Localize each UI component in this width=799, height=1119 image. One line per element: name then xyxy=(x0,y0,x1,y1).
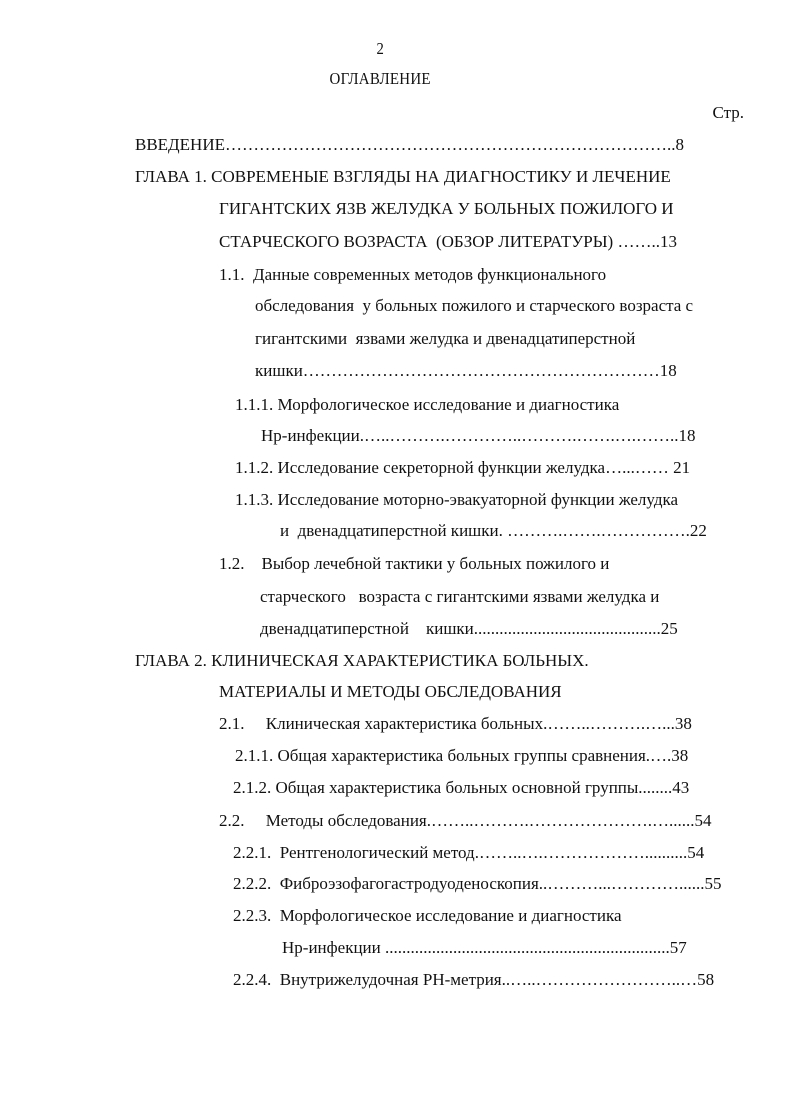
page-column-label: Стр. xyxy=(712,103,744,122)
toc-chapter-1: ГЛАВА 1. СОВРЕМЕНЫЕ ВЗГЛЯДЫ НА ДИАГНОСТИКУ И ЛЕЧЕНИЕ xyxy=(135,167,671,186)
toc-section-2-2-3-cont: Нр-инфекции ...................................................................57 xyxy=(282,938,687,957)
toc-section-1-1-3: 1.1.3. Исследование моторно-эвакуаторной функции желудка xyxy=(235,490,679,509)
toc-section-2-2-2: 2.2.2. Фиброэзофагогастродуоденоскопия..………...…………......55 xyxy=(233,874,722,893)
toc-section-1-1-cont: гигантскими язвами желудка и двенадцатиперстной xyxy=(255,329,636,348)
toc-chapter-2-cont: МАТЕРИАЛЫ И МЕТОДЫ ОБСЛЕДОВАНИЯ xyxy=(219,682,562,701)
toc-section-1-1-cont: кишки………………………………………………………18 xyxy=(255,361,677,380)
toc-section-1-2: 1.2. Выбор лечебной тактики у больных пожилого и xyxy=(219,554,610,573)
toc-section-2-2-4: 2.2.4. Внутрижелудочная РН-метрия..…..……………………..…58 xyxy=(233,970,715,989)
toc-section-1-1-cont: обследования у больных пожилого и старческого возраста с xyxy=(255,296,694,315)
toc-section-1-1: 1.1. Данные современных методов функционального xyxy=(219,265,607,284)
page-number: 2 xyxy=(376,39,384,58)
toc-section-1-2-cont: старческого возраста с гигантскими язвами желудка и xyxy=(260,587,660,606)
toc-section-2-1-2: 2.1.2. Общая характеристика больных основной группы........43 xyxy=(233,778,690,797)
toc-section-1-1-3-cont: и двенадцатиперстной кишки. ……….…….…………….22 xyxy=(280,521,707,540)
toc-chapter-2: ГЛАВА 2. КЛИНИЧЕСКАЯ ХАРАКТЕРИСТИКА БОЛЬНЫХ. xyxy=(135,651,589,670)
toc-section-1-1-1: 1.1.1. Морфологическое исследование и диагностика xyxy=(235,395,620,414)
toc-intro: ВВЕДЕНИЕ……………………………………………………………………..8 xyxy=(135,135,684,154)
toc-section-2-2: 2.2. Методы обследования.……..……….………………….…......54 xyxy=(219,811,712,830)
toc-section-1-1-1-cont: Нр-инфекции.…..……….…………..……….…….….……..18 xyxy=(261,426,696,445)
toc-section-2-2-3: 2.2.3. Морфологическое исследование и диагностика xyxy=(233,906,622,925)
toc-section-2-1: 2.1. Клиническая характеристика больных.……..……….…...38 xyxy=(219,714,692,733)
toc-section-2-1-1: 2.1.1. Общая характеристика больных группы сравнения.….38 xyxy=(235,746,689,765)
toc-chapter-1-cont: СТАРЧЕСКОГО ВОЗРАСТА (ОБЗОР ЛИТЕРАТУРЫ) ……..13 xyxy=(219,232,677,251)
page-title: ОГЛАВЛЕНИЕ xyxy=(329,69,431,88)
toc-section-1-2-cont: двенадцатиперстной кишки............................................25 xyxy=(260,619,678,638)
toc-section-1-1-2: 1.1.2. Исследование секреторной функции желудка…...…… 21 xyxy=(235,458,691,477)
toc-chapter-1-cont: ГИГАНТСКИХ ЯЗВ ЖЕЛУДКА У БОЛЬНЫХ ПОЖИЛОГО И xyxy=(219,199,674,218)
toc-section-2-2-1: 2.2.1. Рентгенологический метод.……..….………………..........54 xyxy=(233,843,705,862)
